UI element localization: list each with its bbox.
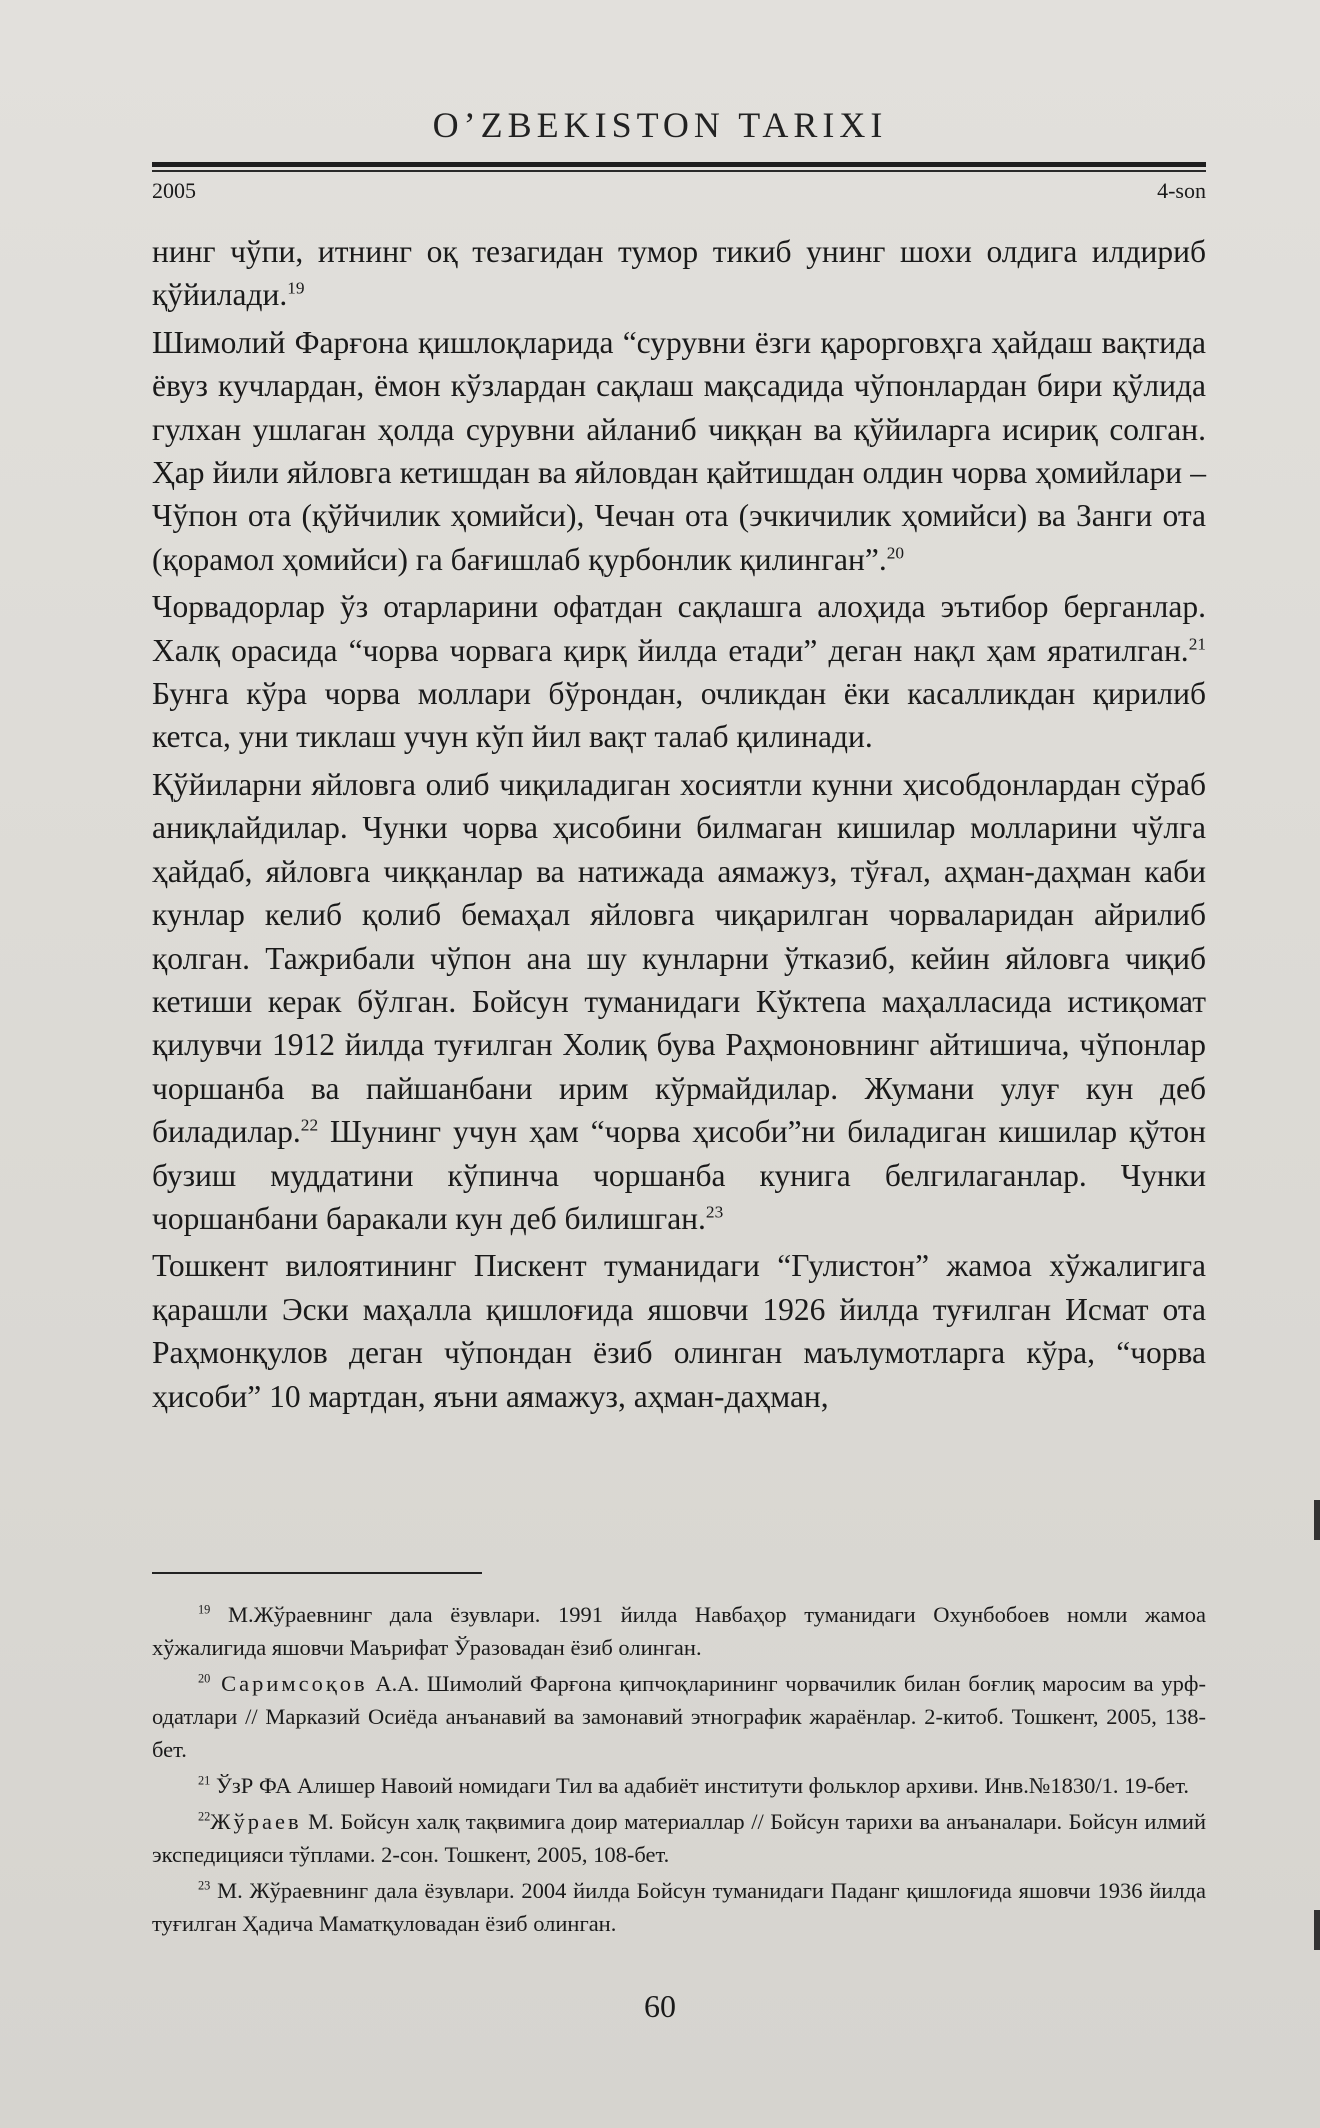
footnote-ref: 23 [705,1202,724,1222]
footnote-number: 19 [198,1602,211,1617]
footnote-ref: 22 [300,1115,319,1135]
footnote-ref: 21 [1188,634,1206,654]
paragraph-text-tail: Шунинг учун ҳам “чорва ҳисоби”ни биладиган кишилар қўтон бузиш муддатини кўпинча чоршанба кунига белгилаганлар. Чунки чоршанбани баракали кун деб билишган. [152,1114,1206,1236]
scan-edge-mark [1314,1910,1320,1950]
footnote-text: М.Жўраевнинг дала ёзувлари. 1991 йилда Навбаҳор туманидаги Охунбобоев номли жамоа хўжалигида яшовчи Маърифат Ўразовадан ёзиб олинган. [152,1602,1206,1660]
paragraph-2 [152,321,1206,581]
footnote-20 [152,1667,1206,1766]
paragraph-1 [152,230,1206,317]
journal-title: O’ZBEKISTON TARIXI [432,105,888,145]
footnote-22 [152,1805,1206,1871]
footnote-number: 20 [198,1671,211,1686]
paragraph-text: нинг чўпи, итнинг оқ тезагидан тумор тикиб унинг шохи олдига илдириб қўйилади. [152,234,1206,313]
footnote-text: ЎзР ФА Алишер Навоий номидаги Тил ва адабиёт институти фольклор архиви. Инв.№1830/1. 19-бет. [210,1773,1190,1798]
main-text [152,230,1206,1418]
footnote-text: М. Бойсун халқ тақвимига доир материаллар // Бойсун тарихи ва анъаналари. Бойсун илмий экспедицияси тўплами. 2-сон. Тошкент, 2005, 108-бет. [152,1809,1206,1867]
footnote-23 [152,1874,1206,1940]
paragraph-text: Қўйиларни яйловга олиб чиқиладиган хосиятли кунни ҳисобдонлардан сўраб аниқлайдилар. Чунки чорва ҳисобини билмаган кишилар молларини чўлга ҳайдаб, яйловга чиққанлар ва натижада аямажуз, тўғал, аҳман-даҳман каби кунлар келиб қолиб бемаҳал яйловга чиқарилган чорваларидан айрилиб қолган. Тажрибали чўпон ана шу кунларни ўтказиб, кейин яйловга чиқиб кетиши керак бўлган. Бойсун туманидаги Кўктепа маҳалласида истиқомат қилувчи 1912 йилда туғилган Холиқ бува Раҳмоновнинг айтишича, чўпонлар чоршанба ва пайшанбани ирим кўрмайдилар. Жумани улуғ кун деб биладилар. [152,766,1206,1150]
paragraph-5 [152,1244,1206,1418]
paragraph-text: Чорвадорлар ўз отарларини офатдан сақлашга алоҳида эътибор берганлар. Халқ орасида “чорва чорвага қирқ йилда етади” деган нақл ҳам яратилган. [152,589,1206,668]
scan-edge-mark [1314,1500,1320,1540]
header-year: 2005 [152,178,196,203]
footnote-number: 23 [198,1878,211,1893]
footnote-author: Жўраев [210,1809,302,1834]
paragraph-text: Шимолий Фарғона қишлоқларида “сурувни ёзги қарорговҳга ҳайдаш вақтида ёвуз кучлардан, ёмон кўзлардан сақлаш мақсадида чўпонлардан бири қўлида гулхан ушлаган ҳолда сурувни айланиб чиққан ва қўйиларга исириқ солган. Ҳар йили яйловга кетишдан ва яйловдан қайтишдан олдин чорва ҳомийлари – Чўпон ота (қўйчилик ҳомийси), Чечан ота (эчкичилик ҳомийси) ва Занги ота (қорамол ҳомийси) га бағишлаб қурбонлик қилинган”. [152,324,1206,577]
footnote-number: 22 [198,1809,211,1824]
footnotes [152,1598,1206,1943]
paragraph-4 [152,763,1206,1240]
footnote-19 [152,1598,1206,1664]
header-rule-thin [152,170,1206,172]
paragraph-3 [152,585,1206,759]
footnote-number: 21 [198,1773,211,1788]
paragraph-text: Тошкент вилоятининг Пискент туманидаги “Гулистон” жамоа хўжалигига қарашли Эски маҳалла қишлоғида яшовчи 1926 йилда туғилган Исмат ота Раҳмонқулов деган чўпондан ёзиб олинган маълумотларга кўра, “чорва ҳисоби” 10 мартдан, яъни аямажуз, аҳман-даҳман, [152,1248,1206,1414]
paragraph-text-tail: Бунга кўра чорва моллари бўрондан, очликдан ёки касалликдан қирилиб кетса, уни тиклаш учун кўп йил вақт талаб қилинади. [152,676,1206,755]
footnote-ref: 20 [886,543,905,563]
footnote-text: М. Жўраевнинг дала ёзувлари. 2004 йилда Бойсун туманидаги Паданг қишлоғида яшовчи 1936 йилда туғилган Ҳадича Маматқуловадан ёзиб олинган. [152,1878,1206,1936]
footnote-author: Саримсоқов [210,1671,368,1696]
header-rule-thick [152,162,1206,167]
footnote-text: А.А. Шимолий Фарғона қипчоқларининг чорвачилик билан боғлиқ маросим ва урф-одатлари // Марказий Осиёда анъанавий ва замонавий этнографик жараёнлар. 2-китоб. Тошкент, 2005, 138-бет. [152,1671,1206,1762]
header-issue: 4-son [1157,178,1206,203]
footnote-ref: 19 [287,278,305,298]
page-number: 60 [644,1988,676,2024]
footnote-21 [152,1769,1206,1802]
footnote-separator [152,1572,482,1574]
